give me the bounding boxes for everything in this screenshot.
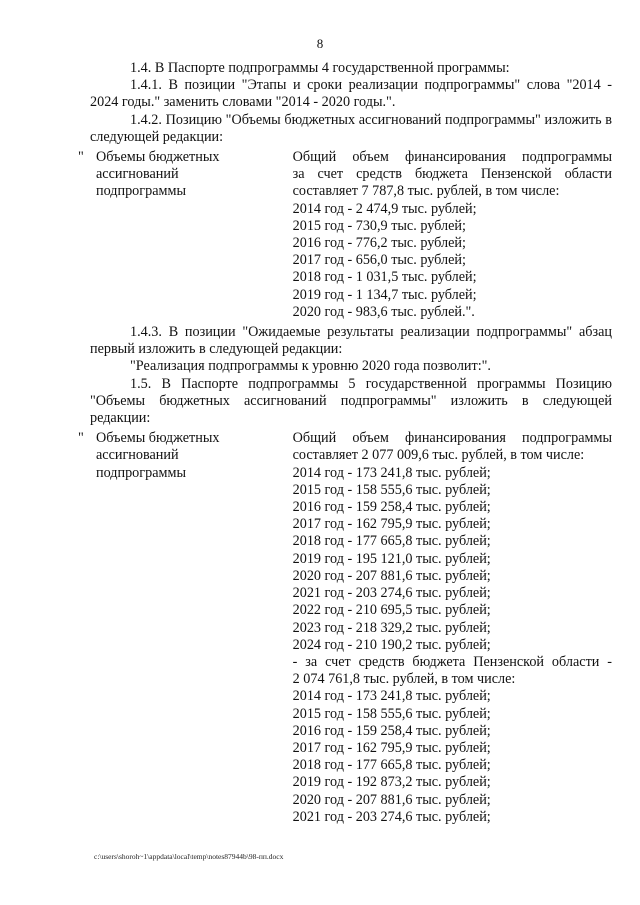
year-line: 2014 год - 2 474,9 тыс. рублей; (292, 200, 477, 217)
intro-line: Общий объем финансирования подпрограммы (292, 430, 612, 447)
intro-line: за счет средств бюджета Пензенской области (292, 166, 612, 183)
year-line: 2018 год - 1 031,5 тыс. рублей; (292, 269, 477, 286)
document-body (78, 60, 612, 826)
table-label-cell: Объемы бюджетных ассигнований подпрограммы (96, 430, 220, 481)
file-path-footer: c:\users\shoroh~1\appdata\local\temp\notes87944b\98-пп.docx (94, 852, 284, 861)
year-line: 2019 год - 1 134,7 тыс. рублей; (292, 286, 477, 303)
year-line: 2018 год - 177 665,8 тыс. рублей; (292, 533, 491, 550)
opening-quote: " (78, 149, 84, 166)
year-line: 2014 год - 173 241,8 тыс. рублей; (292, 464, 491, 481)
year-line: 2024 год - 210 190,2 тыс. рублей; (292, 636, 491, 653)
year-line: 2015 год - 730,9 тыс. рублей; (292, 217, 466, 234)
table-label-cell: Объемы бюджетных ассигнований подпрограммы (96, 149, 220, 200)
paragraph-1-4-2: 1.4.2. Позицию "Объемы бюджетных ассигнований подпрограммы" изложить в следующей редакции: (90, 111, 612, 145)
regional-budget-line: 2 074 761,8 тыс. рублей, в том числе: (292, 671, 516, 688)
year-line: 2023 год - 218 329,2 тыс. рублей; (292, 619, 491, 636)
budget-table-subprogram-4 (78, 149, 612, 321)
regional-budget-line: - за счет средств бюджета Пензенской области - (292, 653, 612, 670)
year-line: 2021 год - 203 274,6 тыс. рублей; (292, 585, 491, 602)
budget-table-subprogram-5 (78, 430, 612, 826)
intro-line: составляет 7 787,8 тыс. рублей, в том числе: (292, 183, 560, 200)
paragraph-1-5: 1.5. В Паспорте подпрограммы 5 государственной программы Позицию "Объемы бюджетных ассигнований подпрограммы" изложить в следующей редакции: (90, 375, 612, 427)
page-number: 8 (316, 36, 324, 51)
year-line: 2022 год - 210 695,5 тыс. рублей; (292, 602, 491, 619)
year-line: 2017 год - 162 795,9 тыс. рублей; (292, 739, 491, 756)
year-line: 2019 год - 195 121,0 тыс. рублей; (292, 550, 491, 567)
year-line: 2017 год - 162 795,9 тыс. рублей; (292, 516, 491, 533)
year-line: 2016 год - 159 258,4 тыс. рублей; (292, 499, 491, 516)
intro-line: составляет 2 077 009,6 тыс. рублей, в том числе: (292, 447, 585, 464)
year-line: 2020 год - 207 881,6 тыс. рублей; (292, 791, 491, 808)
year-line: 2016 год - 776,2 тыс. рублей; (292, 235, 466, 252)
year-line: 2019 год - 192 873,2 тыс. рублей; (292, 774, 491, 791)
year-line: 2020 год - 983,6 тыс. рублей.". (292, 303, 475, 320)
year-line: 2015 год - 158 555,6 тыс. рублей; (292, 481, 491, 498)
paragraph-1-4: 1.4. В Паспорте подпрограммы 4 государственной программы: (130, 60, 510, 76)
table-value-cell (293, 149, 612, 321)
year-line: 2014 год - 173 241,8 тыс. рублей; (292, 688, 491, 705)
year-line: 2018 год - 177 665,8 тыс. рублей; (292, 757, 491, 774)
quoted-result-text: "Реализация подпрограммы к уровню 2020 года позволит:". (130, 358, 491, 375)
year-line: 2017 год - 656,0 тыс. рублей; (292, 252, 466, 269)
opening-quote: " (78, 430, 84, 447)
paragraph-1-4-1: 1.4.1. В позиции "Этапы и сроки реализации подпрограммы" слова "2014 - 2024 годы." заменить словами "2014 - 2020 годы.". (90, 77, 612, 111)
paragraph-1-4-3: 1.4.3. В позиции "Ожидаемые результаты реализации подпрограммы" абзац первый изложить в следующей редакции: (90, 324, 612, 358)
year-line: 2015 год - 158 555,6 тыс. рублей; (292, 705, 491, 722)
year-line: 2021 год - 203 274,6 тыс. рублей; (292, 808, 491, 825)
year-line: 2020 год - 207 881,6 тыс. рублей; (292, 567, 491, 584)
table-value-cell (293, 430, 612, 826)
year-line: 2016 год - 159 258,4 тыс. рублей; (292, 722, 491, 739)
intro-line: Общий объем финансирования подпрограммы (292, 149, 612, 166)
